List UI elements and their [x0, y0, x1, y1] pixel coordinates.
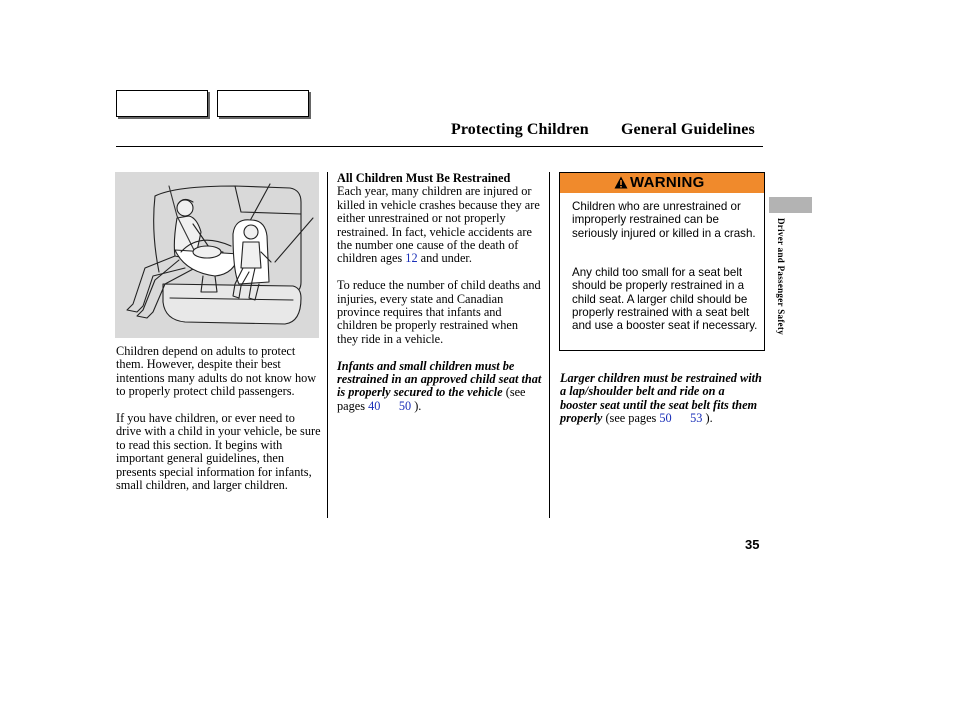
warning-label: WARNING: [630, 174, 705, 191]
illustration-drawing: [115, 172, 319, 338]
nav-box-next[interactable]: [217, 90, 309, 117]
children-in-car-seats-illustration: [115, 172, 319, 338]
page-title: General Guidelines: [621, 121, 755, 138]
page-link-40[interactable]: 40: [368, 398, 381, 413]
section-title: Protecting Children: [451, 121, 589, 138]
right-column: [560, 372, 764, 426]
page-link-12[interactable]: 12: [405, 251, 418, 266]
statistics-text: Each year, many children are injured or killed in vehicle crashes because they are either unrestrained or not properly restrained. In fact, vehicle accidents are the number one cause of the death of children ages: [337, 184, 540, 266]
header-rule: [116, 146, 763, 147]
guidelines-paragraph: If you have children, or ever need to drive with a child in your vehicle, be sure to read this section. It begins with important general guidelines, then presents special information for infants, small children, and larger children.: [116, 411, 321, 493]
warning-header: [560, 173, 764, 193]
column-divider-right: [549, 172, 550, 518]
intro-paragraph: Children depend on adults to protect them. However, despite their best intentions many adults do not know how to properly protect child passengers.: [116, 344, 317, 399]
page-number: 35: [745, 537, 760, 552]
warning-box: [559, 172, 765, 351]
section-side-label: Driver and Passenger Safety: [776, 218, 786, 336]
page-link-50-booster[interactable]: 50: [659, 411, 672, 426]
column-divider-left: [327, 172, 328, 518]
larger-see-pages: (see pages: [605, 411, 657, 426]
warning-text-1: Children who are unrestrained or improperly restrained can be seriously injured or killed in a crash.: [572, 200, 756, 240]
larger-end: ).: [705, 411, 713, 426]
warning-text-2: Any child too small for a seat belt should be properly restrained in a child seat. A larger child should be properly restrained with a seat belt and use a booster seat if necessary.: [572, 266, 758, 333]
warning-triangle-icon: [614, 176, 628, 189]
infants-see-pages: (see pages: [337, 385, 526, 413]
section-side-tab[interactable]: [769, 197, 812, 213]
infants-paragraph: [337, 360, 542, 414]
nav-box-previous[interactable]: [116, 90, 208, 117]
page-link-53[interactable]: 53: [690, 411, 703, 426]
larger-children-paragraph: [560, 372, 764, 426]
restraint-heading: All Children Must Be Restrained: [337, 171, 511, 185]
statistics-tail: and under.: [420, 251, 472, 266]
infants-emphasis: Infants and small children must be restrained in an approved child seat that is properly secured to the vehicle: [337, 358, 542, 400]
left-column: [116, 345, 322, 492]
statistics-paragraph: [337, 185, 542, 265]
page-link-50[interactable]: 50: [398, 398, 412, 413]
middle-column: [337, 172, 542, 413]
larger-children-emphasis: Larger children must be restrained with a lap/shoulder belt and ride on a booster seat until the seat belt fits them properly: [560, 371, 762, 426]
laws-paragraph: To reduce the number of child deaths and injuries, every state and Canadian province requires that infants and children be properly restrained when they ride in a vehicle.: [337, 278, 541, 346]
infants-end: ).: [414, 398, 422, 413]
